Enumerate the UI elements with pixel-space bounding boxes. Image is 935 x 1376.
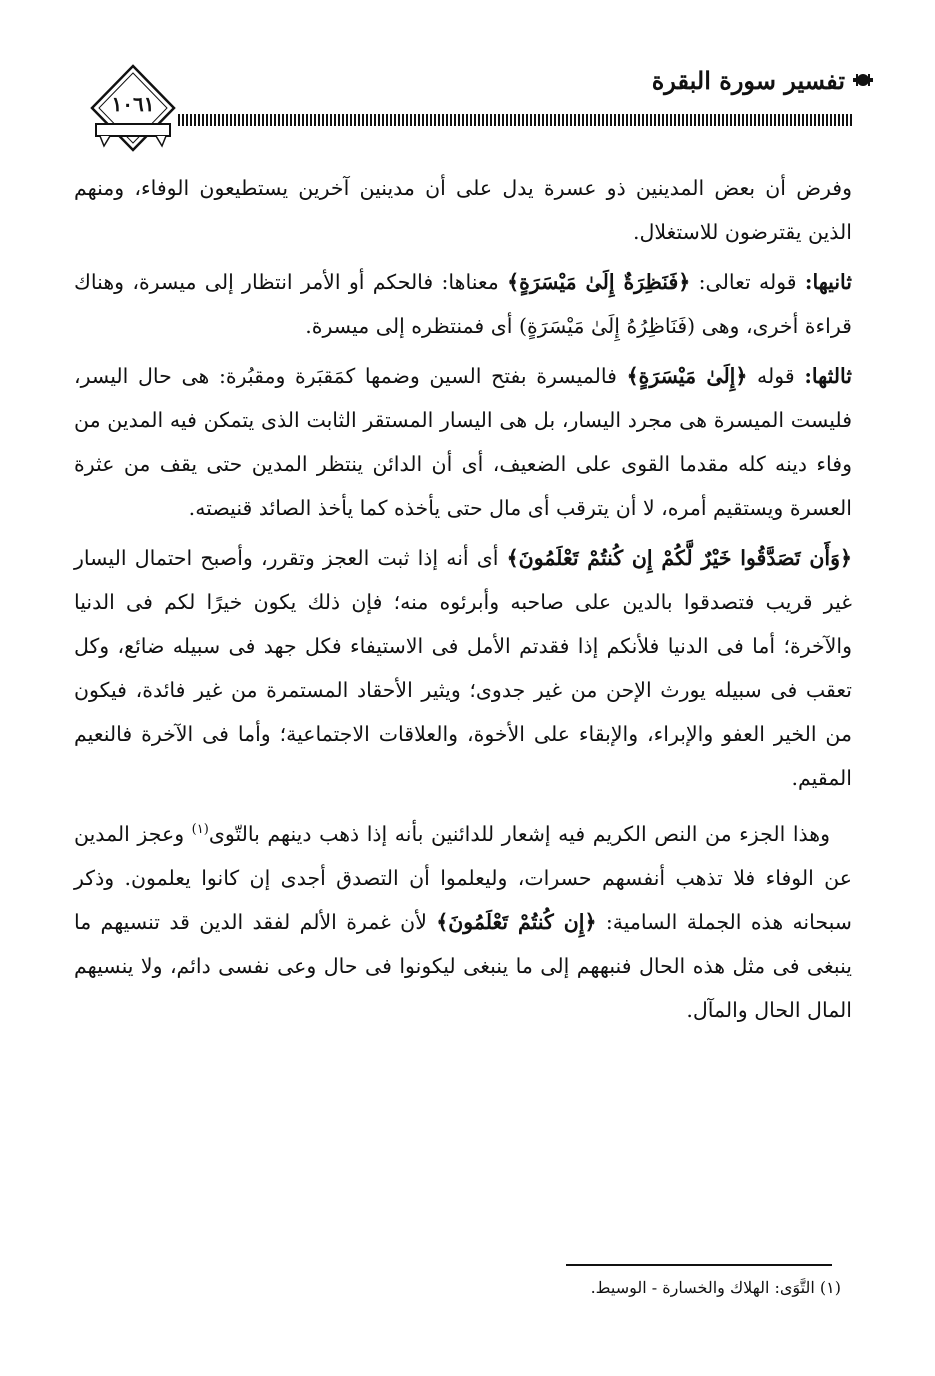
quran-verse: ﴿وَأَن تَصَدَّقُوا خَيْرٌ لَّكُمْ إِن كُنتُمْ تَعْلَمُونَ﴾	[506, 546, 853, 570]
paragraph-1	[74, 166, 852, 254]
paragraph-3	[74, 354, 852, 530]
header-rule	[178, 114, 853, 126]
footnote: (١) التَّوَى: الهلاك والخسارة - الوسيط.	[590, 1278, 841, 1297]
paragraph-5-text-a: وهذا الجزء من النص الكريم فيه إشعار للدائنين بأنه إذا ذهب دينهم بالتّوى	[208, 821, 830, 846]
quran-verse: ﴿فَنَظِرَةٌ إِلَىٰ مَيْسَرَةٍ﴾	[507, 270, 691, 294]
footnote-divider	[566, 1264, 832, 1266]
paragraph-2-text-b: معناها: فالحكم أو الأمر انتظار إلى ميسرة، وهناك قراءة أخرى، وهى (فَنَاظِرُهُ إِلَىٰ مَيْسَرَةٍ) أى فمنتظره إلى ميسرة.	[74, 270, 852, 338]
paragraph-1-text: وفرض أن بعض المدينين ذو عسرة يدل على أن مدينين آخرين يستطيعون الوفاء، ومنهم الذين يقترضون للاستغلال.	[74, 176, 852, 244]
paragraph-3-text-b: فالميسرة بفتح السين وضمها كمَقبَرة ومقبُرة: هى حال اليسر، فليست الميسرة هى مجرد اليسار، بل هى اليسار المستقر الثابت الذى يتمكن فيه المدين من وفاء دينه كله مقدما القوى على الضعيف، أى أن الدائن ينتظر المدين حتى يقف من عثرة العسرة ويستقيم أمره، لا أن يترقب أى مال حتى يأخذه كما يأخذ الصائد قنيصته.	[74, 364, 852, 520]
page-number-badge	[90, 64, 176, 174]
page-header	[0, 50, 935, 150]
paragraph-4	[74, 536, 852, 800]
body-text	[74, 166, 852, 1038]
page-number: ١٠٦١	[111, 92, 155, 116]
paragraph-4-text: أى أنه إذا ثبت العجز وتقرر، وأصبح احتمال اليسار غير قريب فتصدقوا بالدين على صاحبه وأبرئوه منه؛ فإن ذلك يكون خيرًا لكم فى الدنيا والآخرة؛ أما فى الدنيا فلأنكم إذا فقدتم الأمل فى الاستيفاء فكل جهد فى سبيله ضائع، وكل تعقب فى سبيله يورث الإحن من غير جدوى؛ ويثير الأحقاد المستمرة من غير فائدة، فيكون من الخير العفو والإبراء، والإبقاء على الأخوة، والعلاقات الاجتماعية؛ وأما فى الآخرة فالنعيم المقيم.	[74, 546, 852, 790]
quran-verse: ﴿إِن كُنتُمْ تَعْلَمُونَ﴾	[436, 909, 597, 934]
paragraph-2-text-a: قوله تعالى:	[690, 270, 805, 294]
ornament-icon	[853, 72, 873, 88]
paragraph-3-text-a: قوله	[747, 364, 805, 388]
paragraph-5	[74, 808, 852, 1032]
paragraph-5-text-c: لأن غمرة الألم لفقد الدين قد تنسيهم ما ينبغى فى مثل هذه الحال فنبههم إلى ما ينبغى ليكونوا فى حال وعى نفسى دائم، ولا ينسيهم المال الحال والمآل.	[74, 909, 852, 1022]
paragraph-5-text-b: وعجز المدين عن الوفاء فلا تذهب أنفسهم حسرات، وليعلموا أن التصدق أجدى إن كانوا يعلمون. وذكر سبحانه هذه الجملة السامية:	[74, 821, 852, 934]
footnote-reference: (١)	[191, 822, 209, 837]
quran-verse: ﴿إِلَىٰ مَيْسَرَةٍ﴾	[626, 364, 748, 388]
surah-title: تفسير سورة البقرة	[651, 66, 845, 95]
paragraph-2-lead: ثانيها:	[804, 270, 852, 294]
paragraph-3-lead: ثالثها:	[804, 364, 852, 388]
paragraph-2	[74, 260, 852, 348]
